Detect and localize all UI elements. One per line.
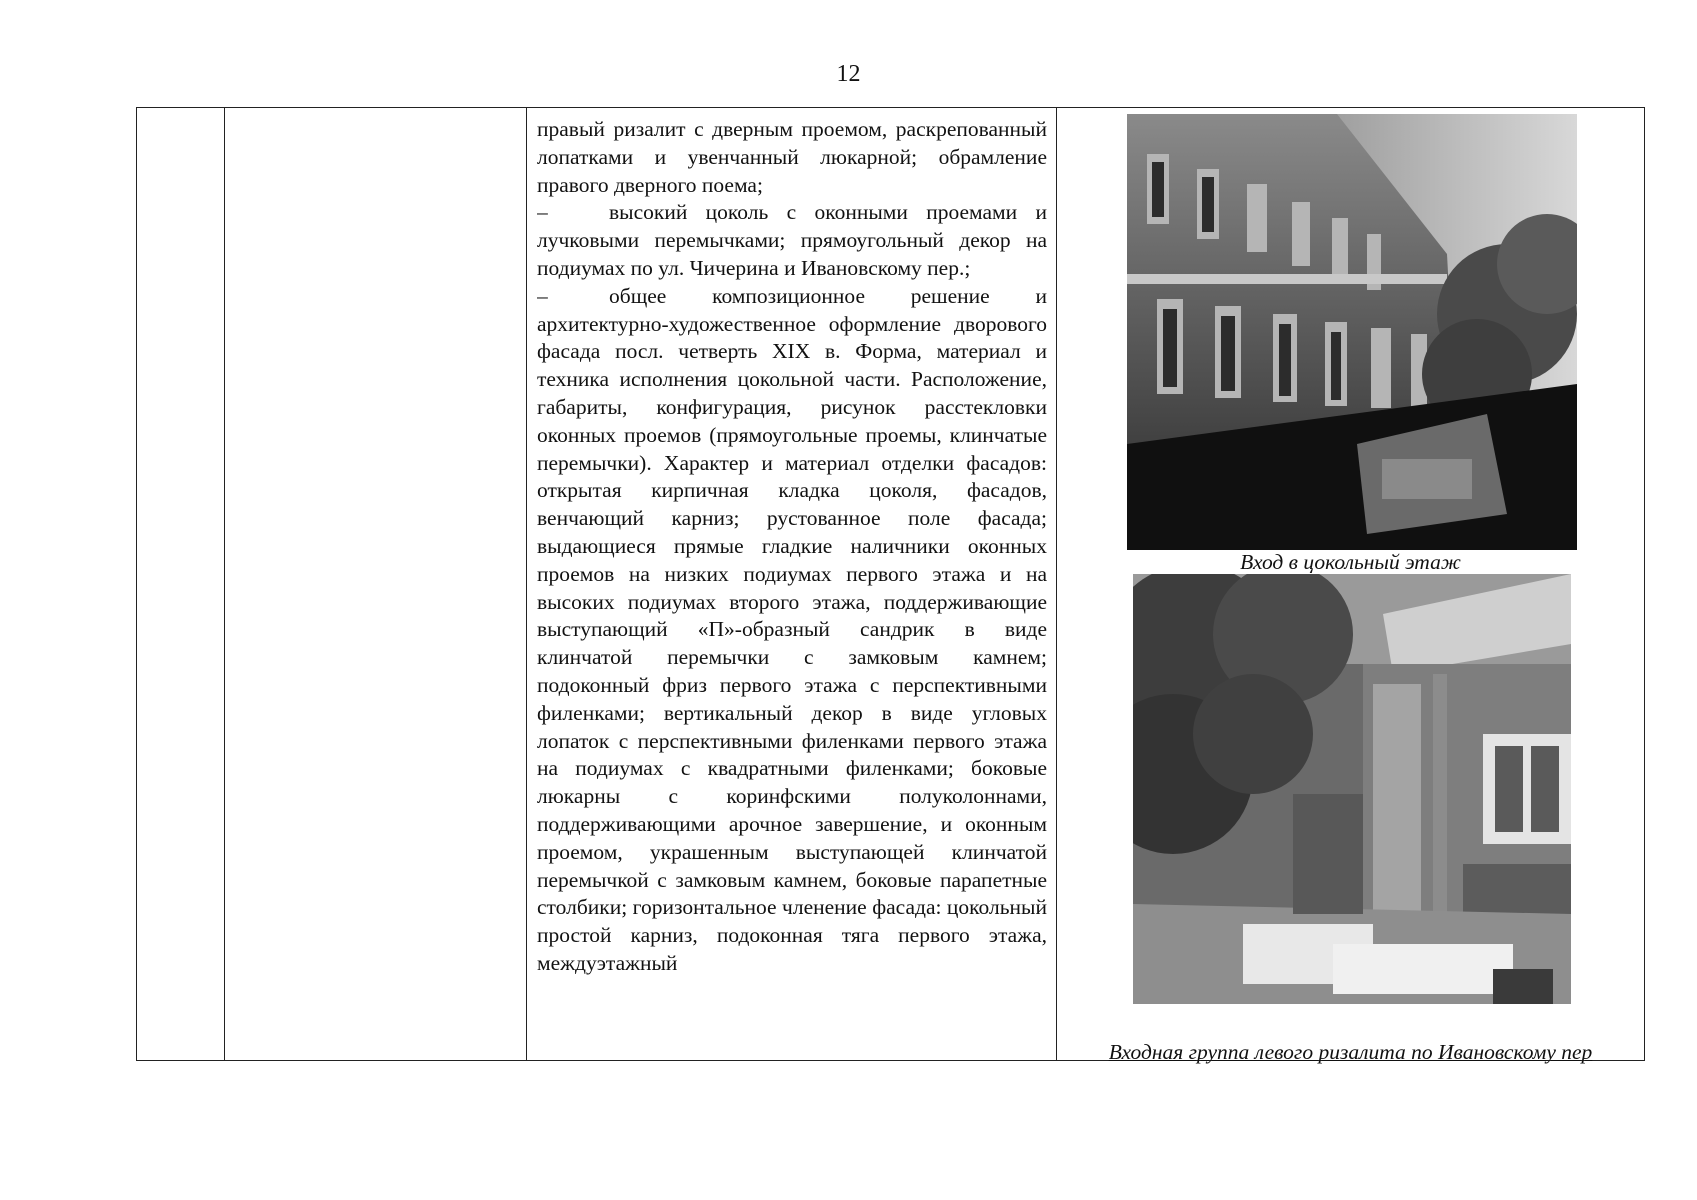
table-cell-name xyxy=(225,108,527,1060)
description-paragraph: правый ризалит с дверным проемом, раскрепованный лопатками и увенчанный люкарной; обрамление правого дверного поема; xyxy=(537,117,1047,197)
list-marker: – xyxy=(537,200,548,225)
photo-caption: Вход в цокольный этаж xyxy=(1240,550,1461,574)
photo-caption: Входная группа левого ризалита по Ивановскому пер xyxy=(1108,1040,1593,1064)
table-cell-photos xyxy=(1057,108,1644,1064)
description-list-item xyxy=(537,199,1047,282)
table-cell-description xyxy=(527,108,1057,1060)
description-list-item xyxy=(537,283,1047,978)
description-paragraph: высокий цоколь с оконными проемами и лучковыми перемычками; прямоугольный декор на подиумах по ул. Чичерина и Ивановскому пер.; xyxy=(537,200,1047,280)
photo-entrance-group xyxy=(1133,574,1571,1004)
description-paragraph: общее композиционное решение и архитектурно-художественное оформление дворового фасада посл. четверть XIX в. Форма, материал и техника исполнения цокольной части. Расположение, габариты, конфигурация, рисунок расстекловки оконных проемов (прямоугольные проемы, клинчатые перемычки). Характер и материал отделки фасадов: открытая кирпичная кладка цоколя, фасадов, венчающий карниз; рустованное поле фасада; выдающиеся прямые гладкие наличники оконных проемов на низких подиумах первого этажа и на высоких подиумах второго этажа, поддерживающие выступающий «П»-образный сандрик в виде клинчатой перемычки с замковым камнем; подоконный фриз первого этажа с перспективными филенками; вертикальный декор в виде угловых лопаток с перспективными филенками первого этажа на подиумах с квадратными филенками; боковые люкарны с коринфскими полуколоннами, поддерживающими арочное завершение, и оконным проемом, украшенным выступающей клинчатой перемычкой с замковым камнем, боковые парапетные столбики; горизонтальное членение фасада: цокольный простой карниз, подоконная тяга первого этажа, междуэтажный xyxy=(537,283,1047,975)
description-text xyxy=(537,116,1047,1056)
list-marker: – xyxy=(537,283,548,308)
table-cell-number xyxy=(137,108,225,1060)
photo-basement-entrance xyxy=(1127,114,1577,550)
page-number: 12 xyxy=(836,61,861,87)
document-table xyxy=(136,107,1645,1064)
